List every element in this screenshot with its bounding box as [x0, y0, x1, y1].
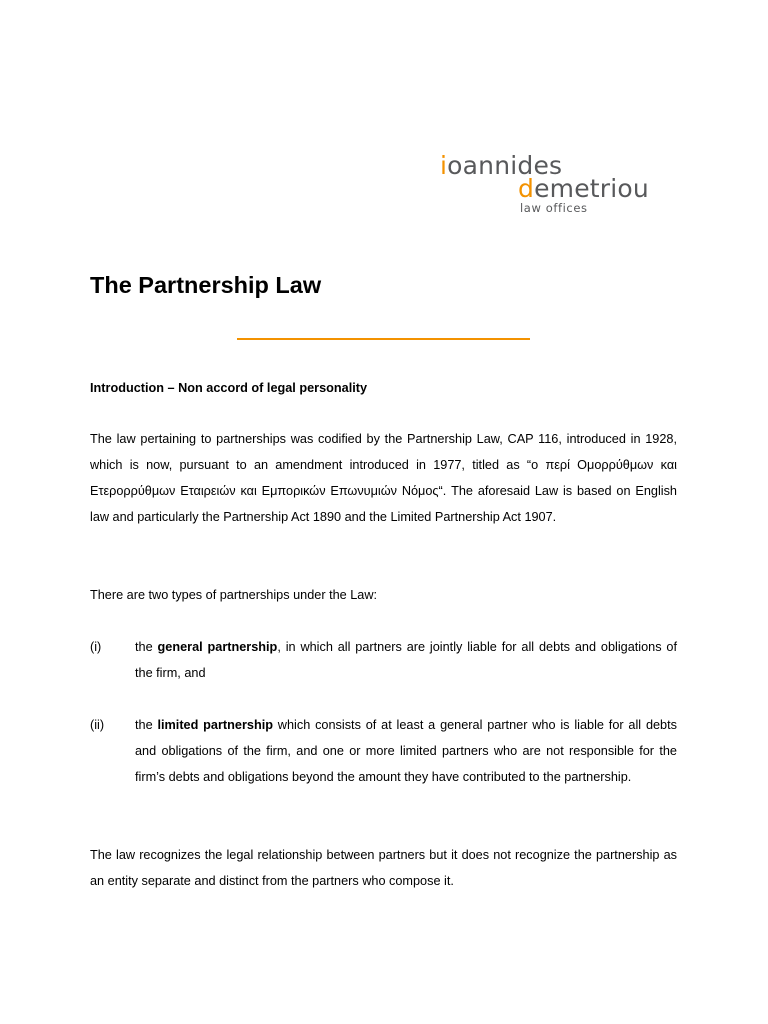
term-limited-partnership: limited partnership: [157, 718, 273, 732]
paragraph-legal-relationship: The law recognizes the legal relationship between partners but it does not recognize the partnership as an entity separate and distinct from the partners who compose it.: [90, 848, 677, 888]
section-heading: Introduction – Non accord of legal personality: [90, 381, 368, 395]
logo-line-law-offices: law offices: [520, 201, 588, 215]
company-logo: [440, 152, 680, 218]
document-title: The Partnership Law: [90, 272, 322, 298]
logo-line-demetriou: demetriou: [518, 174, 649, 203]
paragraph-intro: The law pertaining to partnerships was codified by the Partnership Law, CAP 116, introduced in 1928, which is now, pursuant to an amendment introduced in 1977, titled as “ο περί Ομορρύθμων και Ετερορρύθμων Εταιρειών και Εμπορικών Επωνυμιών Νόμος“. The aforesaid Law is based on English law and particularly the Partnership Act 1890 and the Limited Partnership Act 1907.: [90, 432, 677, 524]
list-item-text: the limited partnership which consists of at least a general partner who is liable for all debts and obligations of the firm, and one or more limited partners who are not responsible for the firm’s debts and obligations beyond the amount they have contributed to the partnership.: [135, 718, 677, 784]
paragraph-types: There are two types of partnerships under the Law:: [90, 588, 378, 602]
list-marker: (ii): [90, 718, 105, 732]
logo-line-ioannides: ioannides: [440, 151, 563, 180]
list-marker: (i): [90, 640, 102, 654]
list-item-text: the general partnership, in which all partners are jointly liable for all debts and obligations of the firm, and: [135, 640, 678, 680]
term-general-partnership: general partnership: [157, 640, 278, 654]
title-underline: [237, 338, 530, 340]
